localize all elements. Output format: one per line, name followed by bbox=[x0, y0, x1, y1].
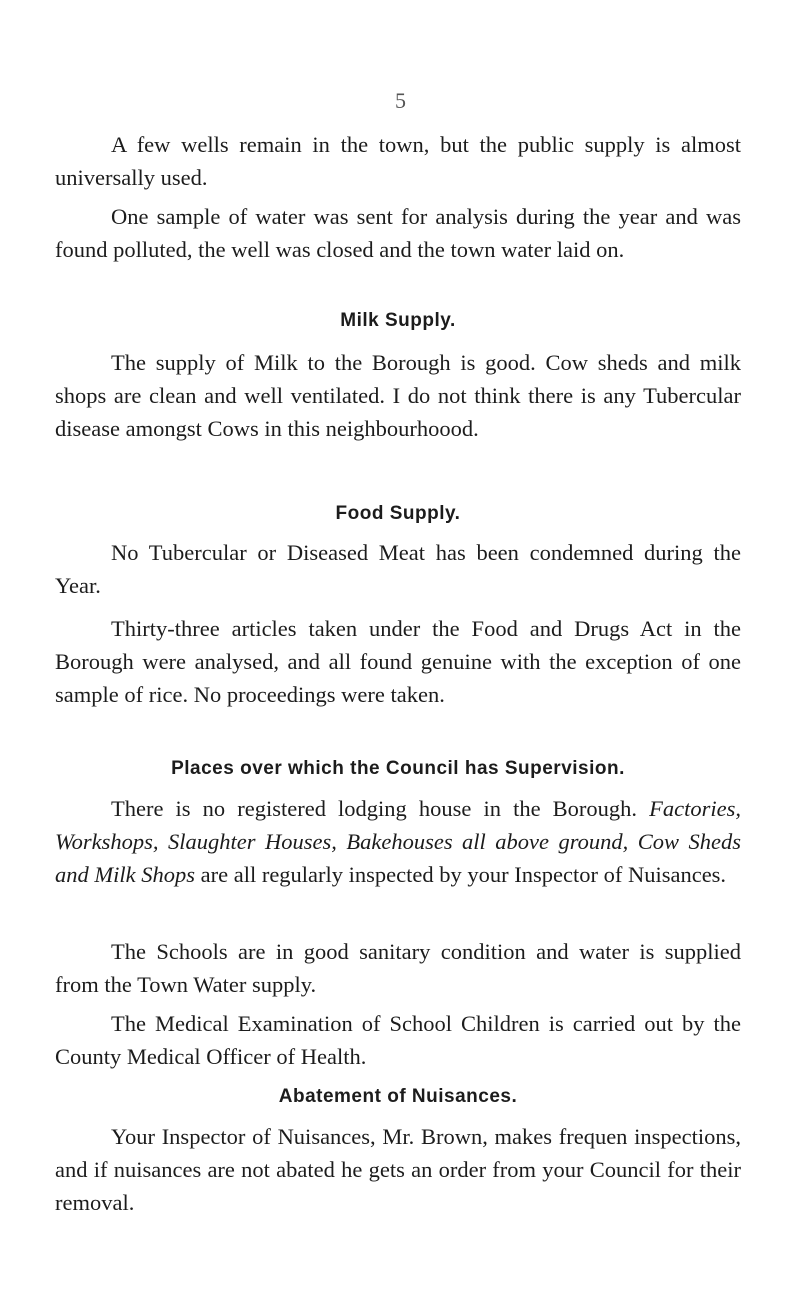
heading-supervision: Places over which the Council has Supervision. bbox=[171, 758, 625, 779]
premises-rest-text: are all regularly inspected by your Inspector of Nuisances. bbox=[195, 862, 727, 887]
paragraph-text: The Medical Examination of School Children is carried out by the County Medical Officer of Health. bbox=[55, 1011, 741, 1069]
paragraph-text: Your Inspector of Nuisances, Mr. Brown, makes frequen inspections, and if nuisances are not abated he gets an order from your Council for their removal. bbox=[55, 1124, 741, 1215]
paragraph-medical bbox=[55, 1007, 741, 1073]
paragraph-water-sample bbox=[55, 200, 741, 266]
paragraph-schools bbox=[55, 935, 741, 1001]
paragraph-supervision bbox=[55, 792, 741, 891]
paragraph-text: The Schools are in good sanitary condition and water is supplied from the Town Water supply. bbox=[55, 939, 741, 997]
paragraph-text: No Tubercular or Diseased Meat has been condemned during the Year. bbox=[55, 540, 741, 598]
paragraph-text: The supply of Milk to the Borough is good. Cow sheds and milk shops are clean and well ventilated. I do not think there is any Tubercular disease amongst Cows in this neighbourhoood. bbox=[55, 350, 741, 441]
paragraph-meat bbox=[55, 536, 741, 602]
heading-food-supply: Food Supply. bbox=[335, 503, 461, 524]
page-number: 5 bbox=[395, 88, 406, 113]
paragraph-text: One sample of water was sent for analysis during the year and was found polluted, the well was closed and the town water laid on. bbox=[55, 204, 741, 262]
heading-milk-supply: Milk Supply. bbox=[340, 310, 456, 331]
lodging-text: There is no registered lodging house in the Borough. bbox=[111, 796, 638, 821]
heading-abatement: Abatement of Nuisances. bbox=[278, 1086, 518, 1107]
paragraph-milk bbox=[55, 346, 741, 445]
paragraph-food-drugs bbox=[55, 612, 741, 711]
premises-italic-text: Factories, Workshops, Slaughter Houses, Bakehouses all above ground, Cow Sheds and Milk Shops bbox=[55, 796, 742, 887]
paragraph-text bbox=[55, 792, 741, 891]
paragraph-wells bbox=[55, 128, 741, 194]
paragraph-nuisances bbox=[55, 1120, 741, 1219]
paragraph-text: A few wells remain in the town, but the public supply is almost universally used. bbox=[55, 132, 741, 190]
paragraph-text: Thirty-three articles taken under the Food and Drugs Act in the Borough were analysed, and all found genuine with the exception of one sample of rice. No proceedings were taken. bbox=[55, 616, 741, 707]
